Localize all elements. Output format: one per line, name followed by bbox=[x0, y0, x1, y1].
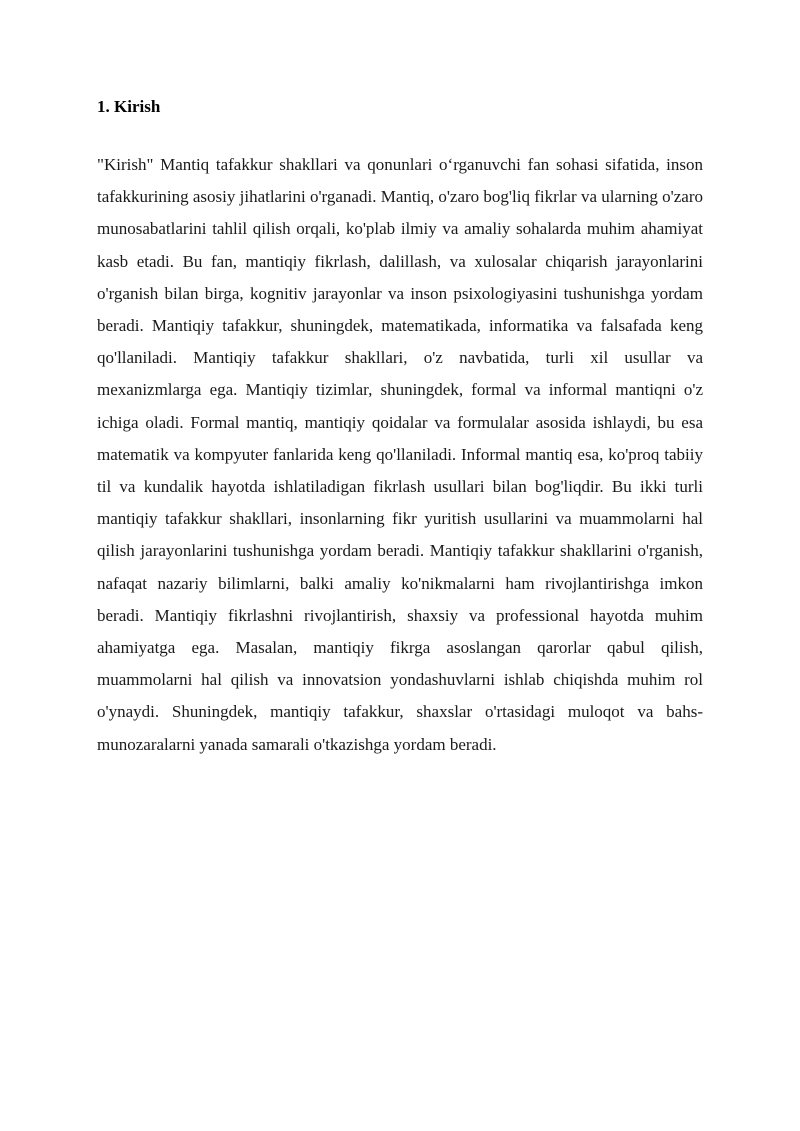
body-paragraph: "Kirish" Mantiq tafakkur shakllari va qonunlari o‘rganuvchi fan sohasi sifatida, inson tafakkurining asosiy jihatlarini o'rganadi. Mantiq, o'zaro bog'liq fikrlar va ularning o'zaro munosabatlarini tahlil qilish orqali, ko'plab ilmiy va amaliy sohalarda muhim ahamiyat kasb etadi. Bu fan, mantiqiy fikrlash, dalillash, va xulosalar chiqarish jarayonlarini o'rganish bilan birga, kognitiv jarayonlar va inson psixologiyasini tushunishga yordam beradi. Mantiqiy tafakkur, shuningdek, matematikada, informatika va falsafada keng qo'llaniladi. Mantiqiy tafakkur shakllari, o'z navbatida, turli xil usullar va mexanizmlarga ega. Mantiqiy tizimlar, shuningdek, formal va informal mantiqni o'z ichiga oladi. Formal mantiq, mantiqiy qoidalar va formulalar asosida ishlaydi, bu esa matematik va kompyuter fanlarida keng qo'llaniladi. Informal mantiq esa, ko'proq tabiiy til va kundalik hayotda ishlatiladigan fikrlash usullari bilan bog'liqdir. Bu ikki turli mantiqiy tafakkur shakllari, insonlarning fikr yuritish usullarini va muammolarni hal qilish jarayonlarini tushunishga yordam beradi. Mantiqiy tafakkur shakllarini o'rganish, nafaqat nazariy bilimlarni, balki amaliy ko'nikmalarni ham rivojlantirishga imkon beradi. Mantiqiy fikrlashni rivojlantirish, shaxsiy va professional hayotda muhim ahamiyatga ega. Masalan, mantiqiy fikrga asoslangan qarorlar qabul qilish, muammolarni hal qilish va innovatsion yondashuvlarni ishlab chiqishda muhim rol o'ynaydi. Shuningdek, mantiqiy tafakkur, shaxslar o'rtasidagi muloqot va bahs-munozaralarni yanada samarali o'tkazishga yordam beradi. bbox=[97, 155, 703, 754]
section-heading: 1. Kirish bbox=[97, 97, 161, 116]
